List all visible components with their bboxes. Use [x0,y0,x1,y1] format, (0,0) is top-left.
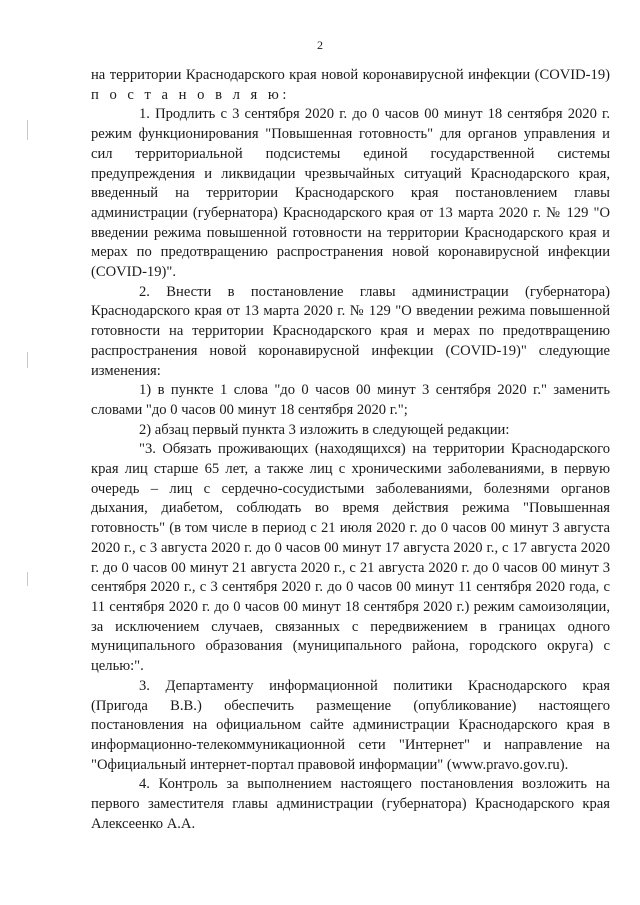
scan-margin-mark [27,120,28,140]
paragraph-1: 1. Продлить с 3 сентября 2020 г. до 0 часов 00 минут 18 сентября 2020 г. режим функционирования "Повышенная готовность" для органов управления и сил территориальной подсистемы единой государственной системы предупреждения и ликвидации чрезвычайных ситуаций Краснодарского края, введенный на территории Краснодарского края постановлением главы администрации (губернатора) Краснодарского края от 13 марта 2020 г. № 129 "О введении режима повышенной готовности на территории Краснодарского края и мерах по предотвращению распространения новой коронавирусной инфекции (COVID-19)". [91,106,610,281]
paragraph-2-quote: "3. Обязать проживающих (находящихся) на территории Краснодарского края лиц старше 65 лет, а также лиц с хроническими заболеваниями, в первую очередь – лиц с сердечно-сосудистыми заболеваниями, болезнями органов дыхания, диабетом, соблюдать во время действия режима "Повышенная готовность" (в том числе в период с 21 июля 2020 г. до 0 часов 00 минут 3 августа 2020 г., с 3 августа 2020 г. до 0 часов 00 минут 17 августа 2020 г., с 17 августа 2020 г. до 0 часов 00 минут 21 августа 2020 г., с 21 августа 2020 г. до 0 часов 00 минут 3 сентября 2020 г., с 3 сентября 2020 г. до 0 часов 00 минут 11 сентября 2020 года, с 11 сентября 2020 г. до 0 часов 00 минут 18 сентября 2020 г.) режим самоизоляции, за исключением случаев, связанных с передвижением в границах одного муниципального образования (муниципального района, городского округа) с целью:". [91,441,610,675]
paragraph-2-item-1: 1) в пункте 1 слова "до 0 часов 00 минут 3 сентября 2020 г." заменить словами "до 0 часов 00 минут 18 сентября 2020 г."; [91,382,610,418]
paragraph-3: 3. Департаменту информационной политики Краснодарского края (Пригода В.В.) обеспечить размещение (опубликование) настоящего постановления на официальном сайте администрации Краснодарского края в информационно-телекоммуникационной сети "Интернет" и направление на "Официальный интернет-портал правовой информации" (www.pravo.gov.ru). [91,677,610,773]
scan-margin-mark [27,352,28,368]
paragraph-2: 2. Внести в постановление главы администрации (губернатора) Краснодарского края от 13 марта 2020 г. № 129 "О введении режима повышенной готовности на территории Краснодарского края и мерах по предотвращению распространения новой коронавирусной инфекции (COVID-19)" следующие изменения: [91,283,610,379]
scan-margin-mark [27,572,28,586]
decree-word: п о с т а н о в л я ю: [91,86,290,103]
paragraph-4: 4. Контроль за выполнением настоящего постановления возложить на первого заместителя главы администрации (губернатора) Краснодарского края Алексеенко А.А. [91,776,610,832]
document-body [91,66,610,834]
page-number: 2 [317,38,323,52]
intro-text: на территории Краснодарского края новой коронавирусной инфекции (COVID-19) [91,67,610,83]
intro-paragraph [91,66,610,105]
paragraph-2-item-2: 2) абзац первый пункта 3 изложить в следующей редакции: [139,421,510,438]
